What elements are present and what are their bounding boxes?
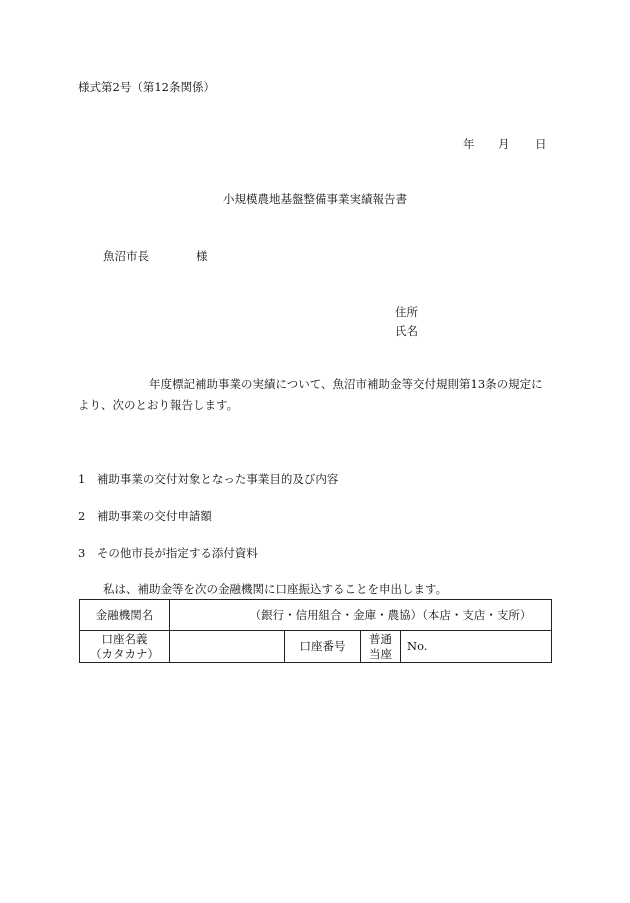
account-number-label: 口座番号: [299, 639, 346, 654]
date-year-label: 年: [463, 137, 475, 151]
item-business-purpose: 1 補助事業の交付対象となった事業目的及び内容: [78, 472, 339, 486]
account-number-field[interactable]: [401, 631, 552, 663]
date-day-label: 日: [535, 137, 547, 151]
account-number-label-cell: [285, 631, 361, 663]
document-title: 小規模農地基盤整備事業実績報告書: [223, 192, 407, 206]
name-label: 氏名: [395, 324, 418, 338]
institution-label: 金融機関名: [95, 607, 154, 622]
institution-label-cell: [80, 600, 170, 631]
account-type-ordinary: 普通: [369, 632, 392, 647]
report-body-line-2: より、次のとおり報告します。: [78, 398, 239, 412]
institution-options: （銀行・信用組合・金庫・農協）（本店・支店・支所）: [249, 607, 532, 622]
account-type-current: 当座: [369, 646, 392, 661]
item-grant-amount: 2 補助事業の交付申請額: [78, 509, 212, 523]
holder-label-cell: [80, 631, 170, 663]
address-label: 住所: [395, 305, 418, 319]
account-row: [80, 631, 552, 663]
item-attachments: 3 その他市長が指定する添付資料: [78, 546, 258, 560]
account-type-cell[interactable]: [361, 631, 401, 663]
institution-row: [80, 600, 552, 631]
report-body-line-1: 年度標記補助事業の実績について、魚沼市補助金等交付規則第13条の規定に: [149, 377, 543, 391]
bank-transfer-intro: 私は、補助金等を次の金融機関に口座振込することを申出します。: [103, 582, 448, 596]
account-number-prefix: No.: [407, 639, 428, 654]
institution-field[interactable]: [170, 600, 552, 631]
holder-label: 口座名義: [101, 632, 148, 647]
holder-name-field[interactable]: [170, 631, 285, 663]
addressee-suffix: 様: [196, 249, 208, 263]
date-month-label: 月: [498, 137, 510, 151]
addressee-name: 魚沼市長: [103, 249, 149, 263]
holder-label-kana: （カタカナ）: [90, 646, 159, 661]
bank-account-table: [79, 599, 552, 663]
form-number: 様式第2号（第12条関係）: [78, 80, 215, 94]
